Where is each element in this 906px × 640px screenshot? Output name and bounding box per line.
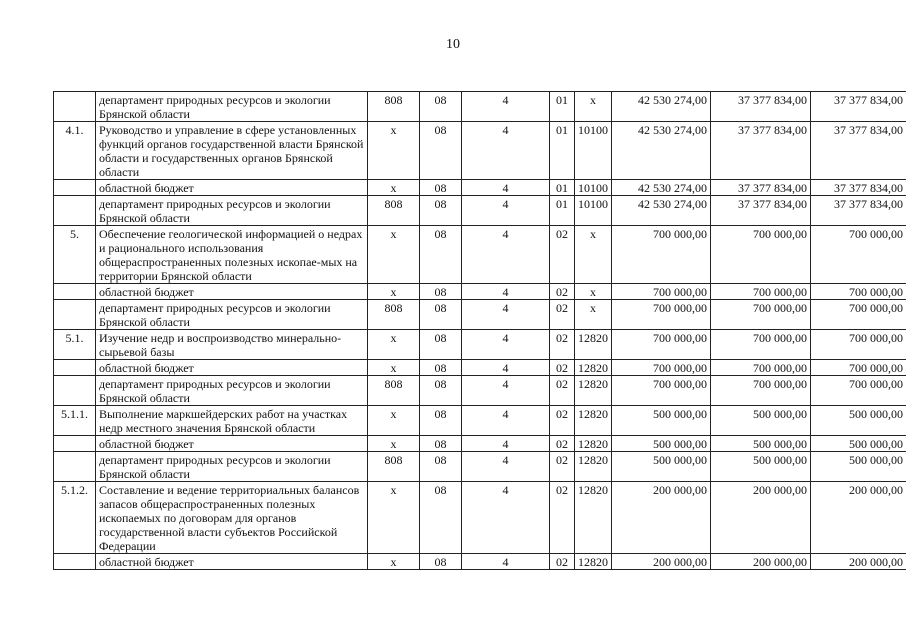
table-row <box>54 452 906 482</box>
section-code-cell: 08 <box>420 284 462 300</box>
amount-year1-cell: 700 000,00 <box>612 226 711 284</box>
grbs-code-cell: x <box>368 330 420 360</box>
expense-code-cell: 12820 <box>575 436 612 452</box>
section-code-cell: 08 <box>420 330 462 360</box>
amount-year2-cell: 37 377 834,00 <box>711 92 811 122</box>
expense-code-cell: 12820 <box>575 406 612 436</box>
grbs-code-cell: 808 <box>368 196 420 226</box>
target-article-cell: 02 <box>550 436 575 452</box>
table-row <box>54 436 906 452</box>
subsection-code-cell: 4 <box>462 284 550 300</box>
amount-year2-cell: 700 000,00 <box>711 226 811 284</box>
grbs-code-cell: x <box>368 436 420 452</box>
table-row <box>54 406 906 436</box>
amount-year3-cell: 500 000,00 <box>811 452 906 482</box>
grbs-code-cell: x <box>368 284 420 300</box>
subsection-code-cell: 4 <box>462 330 550 360</box>
budget-table <box>53 91 906 570</box>
amount-year1-cell: 42 530 274,00 <box>612 196 711 226</box>
row-number-cell <box>54 376 96 406</box>
amount-year1-cell: 700 000,00 <box>612 330 711 360</box>
amount-year3-cell: 37 377 834,00 <box>811 92 906 122</box>
row-name-cell: департамент природных ресурсов и экологии Брянской области <box>96 452 368 482</box>
row-name-cell: областной бюджет <box>96 180 368 196</box>
amount-year1-cell: 42 530 274,00 <box>612 92 711 122</box>
amount-year2-cell: 37 377 834,00 <box>711 122 811 180</box>
section-code-cell: 08 <box>420 226 462 284</box>
grbs-code-cell: 808 <box>368 300 420 330</box>
target-article-cell: 01 <box>550 122 575 180</box>
row-name-cell: Обеспечение геологической информацией о недрах и рационального использования общераспространенных полезных ископае-мых на территории Брянской области <box>96 226 368 284</box>
row-name-cell: Составление и ведение территориальных балансов запасов общераспространенных полезных ископаемых по договорам для органов государственной власти субъектов Российской Федерации <box>96 482 368 554</box>
subsection-code-cell: 4 <box>462 436 550 452</box>
amount-year2-cell: 500 000,00 <box>711 406 811 436</box>
grbs-code-cell: x <box>368 360 420 376</box>
row-name-cell: департамент природных ресурсов и экологии Брянской области <box>96 300 368 330</box>
table-row <box>54 360 906 376</box>
subsection-code-cell: 4 <box>462 452 550 482</box>
amount-year1-cell: 200 000,00 <box>612 554 711 570</box>
table-row <box>54 330 906 360</box>
grbs-code-cell: x <box>368 122 420 180</box>
amount-year3-cell: 700 000,00 <box>811 360 906 376</box>
row-number-cell <box>54 284 96 300</box>
section-code-cell: 08 <box>420 436 462 452</box>
row-number-cell <box>54 92 96 122</box>
expense-code-cell: 10100 <box>575 180 612 196</box>
row-number-cell <box>54 452 96 482</box>
section-code-cell: 08 <box>420 554 462 570</box>
amount-year1-cell: 500 000,00 <box>612 436 711 452</box>
target-article-cell: 01 <box>550 180 575 196</box>
amount-year2-cell: 37 377 834,00 <box>711 196 811 226</box>
row-name-cell: областной бюджет <box>96 436 368 452</box>
row-number-cell <box>54 300 96 330</box>
amount-year3-cell: 200 000,00 <box>811 482 906 554</box>
row-name-cell: областной бюджет <box>96 360 368 376</box>
target-article-cell: 02 <box>550 452 575 482</box>
section-code-cell: 08 <box>420 376 462 406</box>
table-row <box>54 92 906 122</box>
section-code-cell: 08 <box>420 196 462 226</box>
row-number-cell: 5.1.2. <box>54 482 96 554</box>
amount-year2-cell: 700 000,00 <box>711 360 811 376</box>
amount-year1-cell: 42 530 274,00 <box>612 180 711 196</box>
table-row <box>54 300 906 330</box>
section-code-cell: 08 <box>420 180 462 196</box>
row-number-cell <box>54 180 96 196</box>
grbs-code-cell: x <box>368 226 420 284</box>
row-name-cell: департамент природных ресурсов и экологии Брянской области <box>96 196 368 226</box>
amount-year1-cell: 500 000,00 <box>612 452 711 482</box>
section-code-cell: 08 <box>420 482 462 554</box>
grbs-code-cell: 808 <box>368 452 420 482</box>
grbs-code-cell: x <box>368 406 420 436</box>
table-row <box>54 554 906 570</box>
target-article-cell: 02 <box>550 330 575 360</box>
expense-code-cell: 12820 <box>575 360 612 376</box>
amount-year3-cell: 700 000,00 <box>811 330 906 360</box>
amount-year3-cell: 700 000,00 <box>811 300 906 330</box>
amount-year1-cell: 42 530 274,00 <box>612 122 711 180</box>
section-code-cell: 08 <box>420 300 462 330</box>
amount-year2-cell: 500 000,00 <box>711 452 811 482</box>
amount-year3-cell: 37 377 834,00 <box>811 122 906 180</box>
row-name-cell: департамент природных ресурсов и экологии Брянской области <box>96 92 368 122</box>
grbs-code-cell: x <box>368 180 420 196</box>
subsection-code-cell: 4 <box>462 300 550 330</box>
row-name-cell: Изучение недр и воспроизводство минерально-сырьевой базы <box>96 330 368 360</box>
amount-year3-cell: 700 000,00 <box>811 226 906 284</box>
amount-year1-cell: 700 000,00 <box>612 284 711 300</box>
amount-year2-cell: 700 000,00 <box>711 376 811 406</box>
section-code-cell: 08 <box>420 92 462 122</box>
target-article-cell: 01 <box>550 92 575 122</box>
amount-year2-cell: 700 000,00 <box>711 284 811 300</box>
amount-year2-cell: 700 000,00 <box>711 330 811 360</box>
target-article-cell: 02 <box>550 482 575 554</box>
subsection-code-cell: 4 <box>462 180 550 196</box>
amount-year2-cell: 700 000,00 <box>711 300 811 330</box>
amount-year1-cell: 700 000,00 <box>612 376 711 406</box>
expense-code-cell: 12820 <box>575 482 612 554</box>
row-number-cell <box>54 196 96 226</box>
expense-code-cell: 10100 <box>575 122 612 180</box>
table-row <box>54 284 906 300</box>
expense-code-cell: x <box>575 226 612 284</box>
grbs-code-cell: x <box>368 482 420 554</box>
grbs-code-cell: 808 <box>368 376 420 406</box>
row-number-cell <box>54 436 96 452</box>
subsection-code-cell: 4 <box>462 122 550 180</box>
expense-code-cell: 12820 <box>575 330 612 360</box>
expense-code-cell: 12820 <box>575 452 612 482</box>
amount-year3-cell: 700 000,00 <box>811 284 906 300</box>
row-name-cell: областной бюджет <box>96 554 368 570</box>
section-code-cell: 08 <box>420 452 462 482</box>
amount-year3-cell: 200 000,00 <box>811 554 906 570</box>
grbs-code-cell: x <box>368 554 420 570</box>
grbs-code-cell: 808 <box>368 92 420 122</box>
amount-year2-cell: 37 377 834,00 <box>711 180 811 196</box>
target-article-cell: 02 <box>550 554 575 570</box>
row-number-cell <box>54 554 96 570</box>
amount-year1-cell: 200 000,00 <box>612 482 711 554</box>
target-article-cell: 02 <box>550 300 575 330</box>
amount-year1-cell: 700 000,00 <box>612 360 711 376</box>
expense-code-cell: 12820 <box>575 376 612 406</box>
table-row <box>54 122 906 180</box>
subsection-code-cell: 4 <box>462 226 550 284</box>
table-row <box>54 180 906 196</box>
row-number-cell: 5.1. <box>54 330 96 360</box>
expense-code-cell: 12820 <box>575 554 612 570</box>
target-article-cell: 02 <box>550 376 575 406</box>
page-number: 10 <box>446 37 460 52</box>
amount-year3-cell: 500 000,00 <box>811 406 906 436</box>
target-article-cell: 02 <box>550 406 575 436</box>
row-name-cell: Выполнение маркшейдерских работ на участках недр местного значения Брянской области <box>96 406 368 436</box>
expense-code-cell: x <box>575 284 612 300</box>
row-number-cell <box>54 360 96 376</box>
row-number-cell: 4.1. <box>54 122 96 180</box>
target-article-cell: 02 <box>550 284 575 300</box>
target-article-cell: 02 <box>550 226 575 284</box>
amount-year1-cell: 700 000,00 <box>612 300 711 330</box>
amount-year2-cell: 200 000,00 <box>711 482 811 554</box>
subsection-code-cell: 4 <box>462 406 550 436</box>
amount-year3-cell: 37 377 834,00 <box>811 196 906 226</box>
table-row <box>54 226 906 284</box>
target-article-cell: 01 <box>550 196 575 226</box>
row-name-cell: департамент природных ресурсов и экологии Брянской области <box>96 376 368 406</box>
section-code-cell: 08 <box>420 406 462 436</box>
amount-year1-cell: 500 000,00 <box>612 406 711 436</box>
section-code-cell: 08 <box>420 360 462 376</box>
amount-year3-cell: 700 000,00 <box>811 376 906 406</box>
section-code-cell: 08 <box>420 122 462 180</box>
table-row <box>54 196 906 226</box>
subsection-code-cell: 4 <box>462 554 550 570</box>
expense-code-cell: 10100 <box>575 196 612 226</box>
subsection-code-cell: 4 <box>462 92 550 122</box>
expense-code-cell: x <box>575 300 612 330</box>
row-number-cell: 5. <box>54 226 96 284</box>
amount-year3-cell: 37 377 834,00 <box>811 180 906 196</box>
row-name-cell: областной бюджет <box>96 284 368 300</box>
amount-year3-cell: 500 000,00 <box>811 436 906 452</box>
target-article-cell: 02 <box>550 360 575 376</box>
table-row <box>54 482 906 554</box>
table-row <box>54 376 906 406</box>
subsection-code-cell: 4 <box>462 360 550 376</box>
expense-code-cell: x <box>575 92 612 122</box>
amount-year2-cell: 500 000,00 <box>711 436 811 452</box>
subsection-code-cell: 4 <box>462 196 550 226</box>
row-number-cell: 5.1.1. <box>54 406 96 436</box>
subsection-code-cell: 4 <box>462 482 550 554</box>
row-name-cell: Руководство и управление в сфере установленных функций органов государственной власти Брянской области и государственных органов Брянской области <box>96 122 368 180</box>
amount-year2-cell: 200 000,00 <box>711 554 811 570</box>
subsection-code-cell: 4 <box>462 376 550 406</box>
